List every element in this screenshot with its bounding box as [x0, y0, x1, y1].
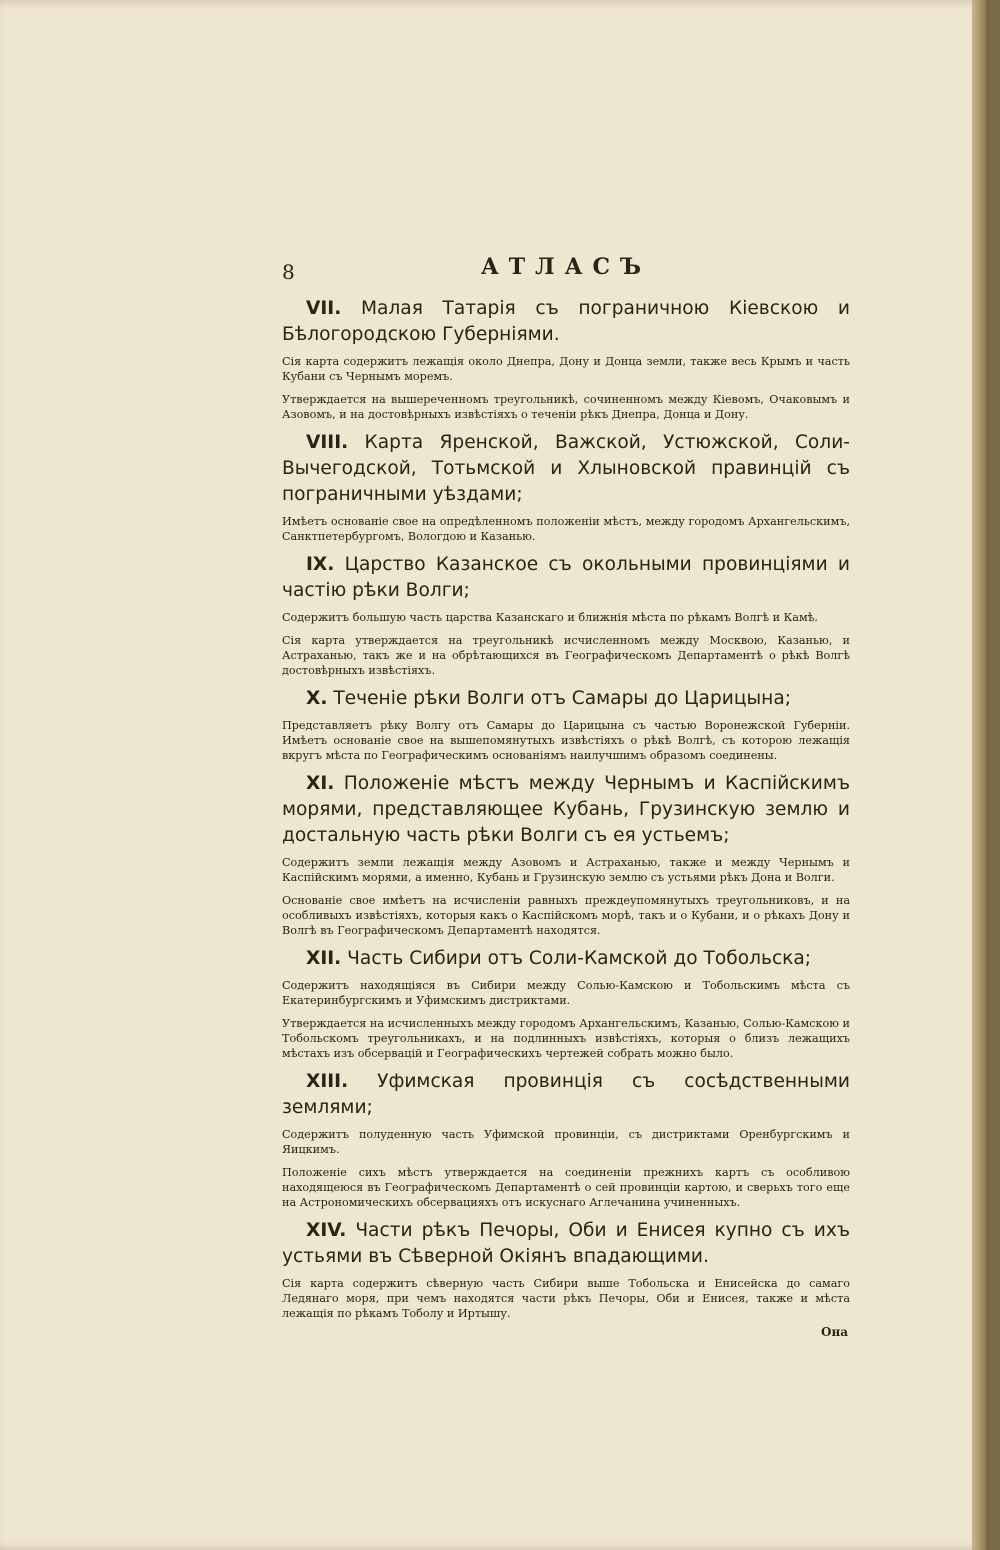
section-title	[282, 1069, 850, 1121]
section-paragraph: Содержитъ находящіяся въ Сибири между Солью-Камскою и Тобольскимъ мѣста съ Екатеринбургскимъ и Уфимскимъ дистриктами.	[282, 979, 850, 1007]
section	[282, 771, 850, 938]
section	[282, 430, 850, 544]
section	[282, 946, 850, 1061]
section	[282, 296, 850, 422]
section-numeral: VII.	[306, 298, 342, 319]
section	[282, 1218, 850, 1321]
section-numeral: XII.	[306, 948, 342, 969]
section-paragraph: Сія карта содержитъ сѣверную часть Сибири выше Тобольска и Енисейска до самаго Ледянаго моря, при чемъ находятся части рѣкъ Печоры, Оби и Енисея, также и мѣста лежащія по рѣкамъ Тоболу и Иртышу.	[282, 1277, 850, 1320]
page-edge	[972, 0, 986, 1550]
section-heading-text: Часть Сибири отъ Соли-Камской до Тобольска;	[347, 948, 812, 969]
section-heading-text: Царство Казанское съ окольными провинціями и частію рѣки Волги;	[282, 554, 850, 601]
section-heading-text: Уфимская провинція съ сосѣдственными землями;	[282, 1071, 850, 1118]
section	[282, 686, 850, 763]
section-numeral: XIII.	[306, 1071, 349, 1092]
section-title	[282, 552, 850, 604]
section-title	[282, 430, 850, 508]
section-title	[282, 296, 850, 348]
section-title	[282, 686, 850, 712]
section-paragraph: Сія карта содержитъ лежащія около Днепра, Дону и Донца земли, также весь Крымъ и часть Кубани съ Чернымъ моремъ.	[282, 355, 850, 383]
section-paragraph: Основаніе свое имѣетъ на исчисленіи равныхъ преждеупомянутыхъ треугольниковъ, и на особливыхъ извѣстіяхъ, которыя какъ о Каспійскомъ морѣ, такъ и о Кубани, и о рѣкахъ Дону и Волгѣ въ Географическомъ Департаментѣ находятся.	[282, 894, 850, 937]
section-paragraph: Сія карта утверждается на треугольникѣ исчисленномъ между Москвою, Казанью, и Астраханью, такъ же и на обрѣтающихся въ Географическомъ Департаментѣ о рѣкѣ Волгѣ достовѣрныхъ извѣстіяхъ.	[282, 634, 850, 677]
section-heading-text: Части рѣкъ Печоры, Оби и Енисея купно съ ихъ устьями въ Сѣверной Окіянъ впадающими.	[282, 1220, 850, 1267]
section-title	[282, 946, 850, 972]
page-content	[282, 248, 850, 1339]
section-heading-text: Теченіе рѣки Волги отъ Самары до Царицына;	[333, 688, 791, 709]
section-heading-text: Малая Татарія съ пограничною Кіевскою и Бѣлогородскою Губерніями.	[282, 298, 850, 345]
section-heading-text: Положеніе мѣстъ между Чернымъ и Каспійскимъ морями, представляющее Кубань, Грузинскую землю и достальную часть рѣки Волги съ ея устьемъ;	[282, 773, 850, 846]
section	[282, 552, 850, 678]
section-paragraph: Содержитъ полуденную часть Уфимской провинціи, съ дистриктами Оренбургскимъ и Яицкимъ.	[282, 1128, 850, 1156]
section-numeral: XIV.	[306, 1220, 347, 1241]
section-title	[282, 771, 850, 849]
section-paragraph: Содержитъ земли лежащія между Азовомъ и Астраханью, также и между Чернымъ и Каспійскимъ морями, а именно, Кубань и Грузинскую землю съ устьями рѣкъ Дона и Волги.	[282, 856, 850, 884]
section-title	[282, 1218, 850, 1270]
sections-list	[282, 296, 850, 1321]
section-paragraph: Утверждается на вышереченномъ треугольникѣ, сочиненномъ между Кіевомъ, Очаковымъ и Азовомъ, и на достовѣрныхъ извѣстіяхъ о теченіи рѣкъ Днепра, Донца и Дону.	[282, 393, 850, 421]
page-number: 8	[282, 260, 295, 284]
running-head	[282, 248, 850, 288]
section-numeral: IX.	[306, 554, 335, 575]
section-paragraph: Содержитъ большую часть царства Казанскаго и ближнія мѣста по рѣкамъ Волгѣ и Камѣ.	[282, 611, 818, 624]
section-paragraph: Имѣетъ основаніе свое на опредѣленномъ положеніи мѣстъ, между городомъ Архангельскимъ, Санктпетербургомъ, Вологдою и Казанью.	[282, 515, 850, 543]
section-numeral: X.	[306, 688, 328, 709]
section-paragraph: Утверждается на исчисленныхъ между городомъ Архангельскимъ, Казанью, Солью-Камскою и Тобольскомъ треугольникахъ, и на подлинныхъ извѣстіяхъ, которыя о близъ лежащихъ мѣстахъ изъ обсервацій и Географическихъ чертежей собрать можно было.	[282, 1017, 850, 1060]
section-heading-text: Карта Яренской, Важской, Устюжской, Соли-Вычегодской, Тотьмской и Хлыновской правинцій съ пограничными уѣздами;	[282, 432, 850, 505]
catchword: Она	[820, 1325, 848, 1339]
section	[282, 1069, 850, 1210]
section-numeral: XI.	[306, 773, 335, 794]
section-paragraph: Представляетъ рѣку Волгу отъ Самары до Царицына съ частью Воронежской Губерніи. Имѣетъ основаніе свое на вышепомянутыхъ извѣстіяхъ о рѣкѣ Волгѣ, съ которою лежащія вкругъ мѣста по Географическимъ основаніямъ наилучшимъ образомъ соединены.	[282, 719, 850, 762]
running-title: АТЛАСЪ	[480, 254, 652, 280]
section-numeral: VIII.	[306, 432, 349, 453]
section-paragraph: Положеніе сихъ мѣстъ утверждается на соединеніи прежнихъ картъ съ особливою находящеюся въ Географическомъ Департаментѣ о сей провинціи картою, и сверьхъ того еще на Астрономическихъ обсервацияхъ отъ искуснаго Аглечанина учиненныхъ.	[282, 1166, 850, 1209]
